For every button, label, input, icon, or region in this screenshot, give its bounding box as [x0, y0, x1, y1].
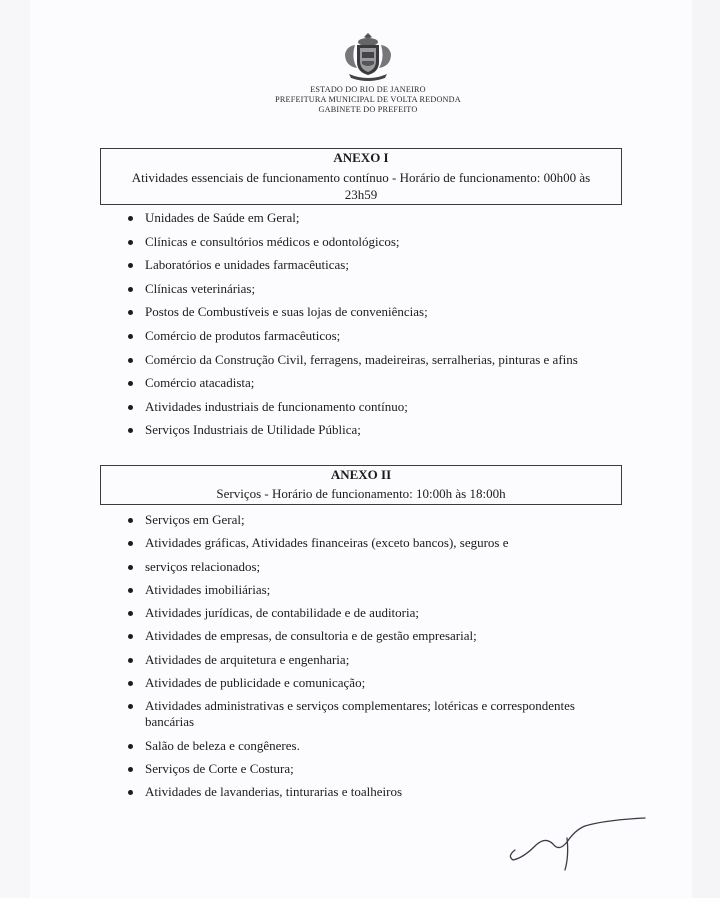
annex-1-box [100, 148, 622, 205]
list-item: Atividades de arquitetura e engenharia; [128, 652, 598, 668]
list-item: Atividades imobiliárias; [128, 582, 598, 598]
list-item: Serviços Industriais de Utilidade Pública; [128, 422, 598, 446]
list-item: Atividades gráficas, Atividades financeiras (exceto bancos), seguros e [128, 535, 598, 551]
list-item: Atividades jurídicas, de contabilidade e de auditoria; [128, 605, 598, 621]
header-city: PREFEITURA MUNICIPAL DE VOLTA REDONDA [275, 95, 461, 104]
list-item: Postos de Combustíveis e suas lojas de conveniências; [128, 304, 598, 328]
annex-2-subtitle: Serviços - Horário de funcionamento: 10:00h às 18:00h [216, 486, 506, 501]
list-item: Comércio de produtos farmacêuticos; [128, 328, 598, 352]
annex-2-list [128, 512, 598, 808]
coat-of-arms-icon [339, 30, 397, 82]
scan-margin-left [0, 0, 30, 898]
scan-margin-right [692, 0, 720, 898]
list-item: Atividades industriais de funcionamento contínuo; [128, 399, 598, 423]
header-state: ESTADO DO RIO DE JANEIRO [310, 85, 426, 94]
signature-icon [505, 808, 655, 878]
annex-2-box [100, 465, 622, 505]
list-item: Unidades de Saúde em Geral; [128, 210, 598, 234]
list-item: Clínicas e consultórios médicos e odontológicos; [128, 234, 598, 258]
list-item: Serviços de Corte e Costura; [128, 761, 598, 777]
annex-1-title: ANEXO I [333, 150, 389, 165]
list-item: Atividades de empresas, de consultoria e de gestão empresarial; [128, 628, 598, 644]
annex-1-list [128, 210, 598, 446]
annex-1-subtitle: Atividades essenciais de funcionamento contínuo - Horário de funcionamento: 00h00 às 23h59 [131, 170, 591, 202]
list-item: Atividades administrativas e serviços complementares; lotéricas e correspondentes bancárias [128, 698, 598, 730]
list-item: Comércio atacadista; [128, 375, 598, 399]
list-item: Atividades de publicidade e comunicação; [128, 675, 598, 691]
list-item: Laboratórios e unidades farmacêuticas; [128, 257, 598, 281]
list-item: Salão de beleza e congêneres. [128, 738, 598, 754]
list-item: Clínicas veterinárias; [128, 281, 598, 305]
list-item: Serviços em Geral; [128, 512, 598, 528]
header-office: GABINETE DO PREFEITO [318, 105, 418, 114]
list-item: Comércio da Construção Civil, ferragens, madeireiras, serralherias, pinturas e afins [128, 352, 598, 376]
list-item: serviços relacionados; [128, 559, 598, 575]
annex-2-title: ANEXO II [330, 467, 392, 482]
list-item: Atividades de lavanderias, tinturarias e toalheiros [128, 784, 598, 800]
